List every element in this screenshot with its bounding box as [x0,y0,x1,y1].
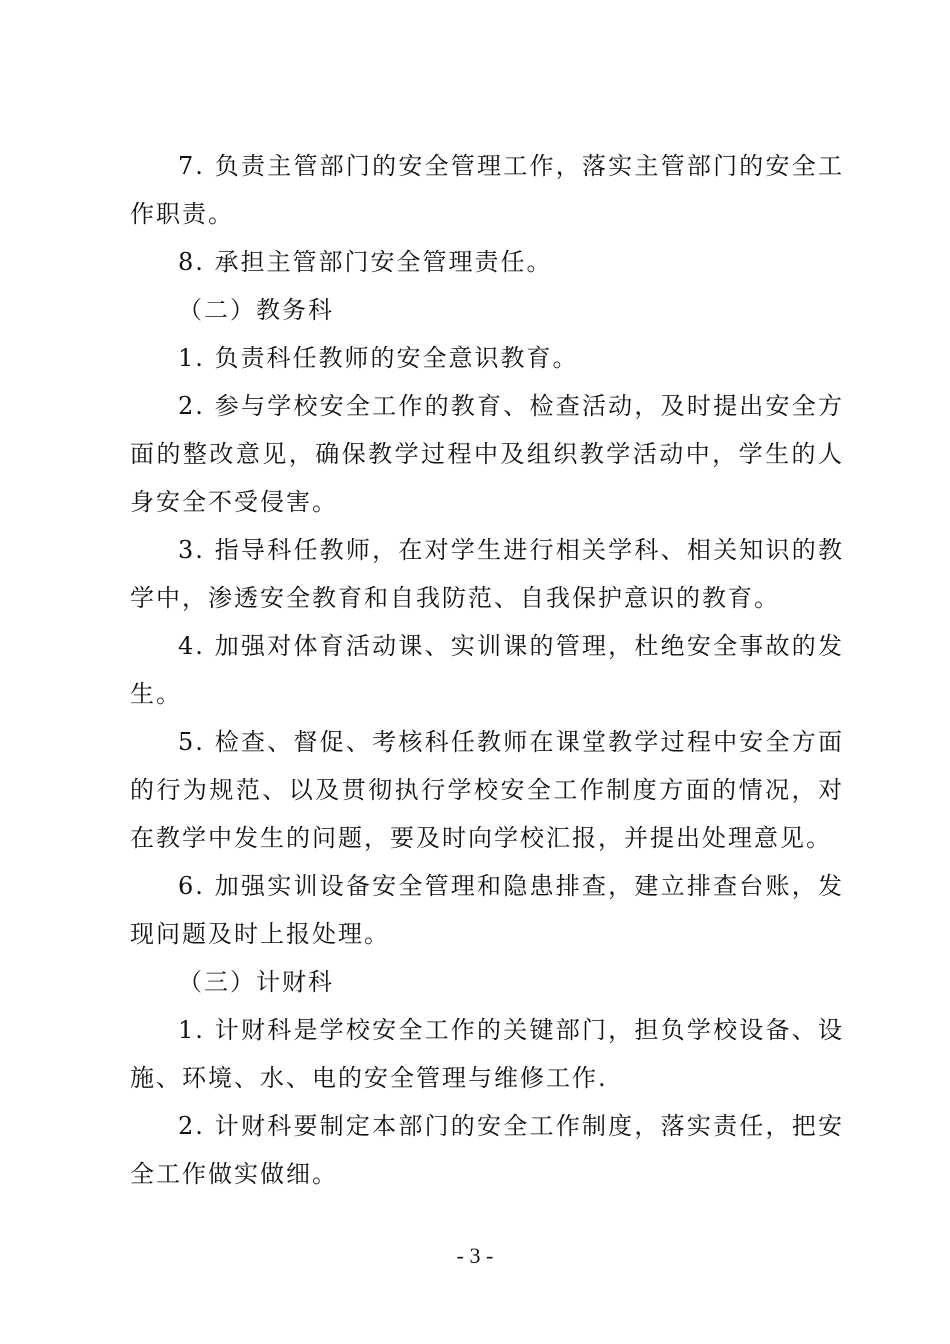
section-heading-finance: （三）计财科 [178,968,334,996]
paragraph-finance-1: 1. 计财科是学校安全工作的关键部门，担负学校设备、设施、环境、水、电的安全管理与维修工作. [130,1016,844,1092]
section-heading-academic-affairs: （二）教务科 [178,296,334,324]
paragraph-item-7: 7. 负责主管部门的安全管理工作，落实主管部门的安全工作职责。 [130,152,844,228]
paragraph-item-8: 8. 承担主管部门安全管理责任。 [178,248,553,276]
document-body [130,142,844,1198]
paragraph-academic-1: 1. 负责科任教师的安全意识教育。 [178,344,579,372]
paragraph-academic-2: 2. 参与学校安全工作的教育、检查活动，及时提出安全方面的整改意见，确保教学过程中及组织教学活动中，学生的人身安全不受侵害。 [130,392,844,516]
page-number: - 3 - [456,1243,494,1268]
paragraph-academic-4: 4. 加强对体育活动课、实训课的管理，杜绝安全事故的发生。 [130,632,844,708]
paragraph-academic-5: 5. 检查、督促、考核科任教师在课堂教学过程中安全方面的行为规范、以及贯彻执行学校安全工作制度方面的情况，对在教学中发生的问题，要及时向学校汇报，并提出处理意见。 [130,728,844,852]
paragraph-finance-2: 2. 计财科要制定本部门的安全工作制度，落实责任，把安全工作做实做细。 [130,1112,844,1188]
paragraph-academic-3: 3. 指导科任教师，在对学生进行相关学科、相关知识的教学中，渗透安全教育和自我防范、自我保护意识的教育。 [130,536,844,612]
paragraph-academic-6: 6. 加强实训设备安全管理和隐患排查，建立排查台账，发现问题及时上报处理。 [130,872,844,948]
